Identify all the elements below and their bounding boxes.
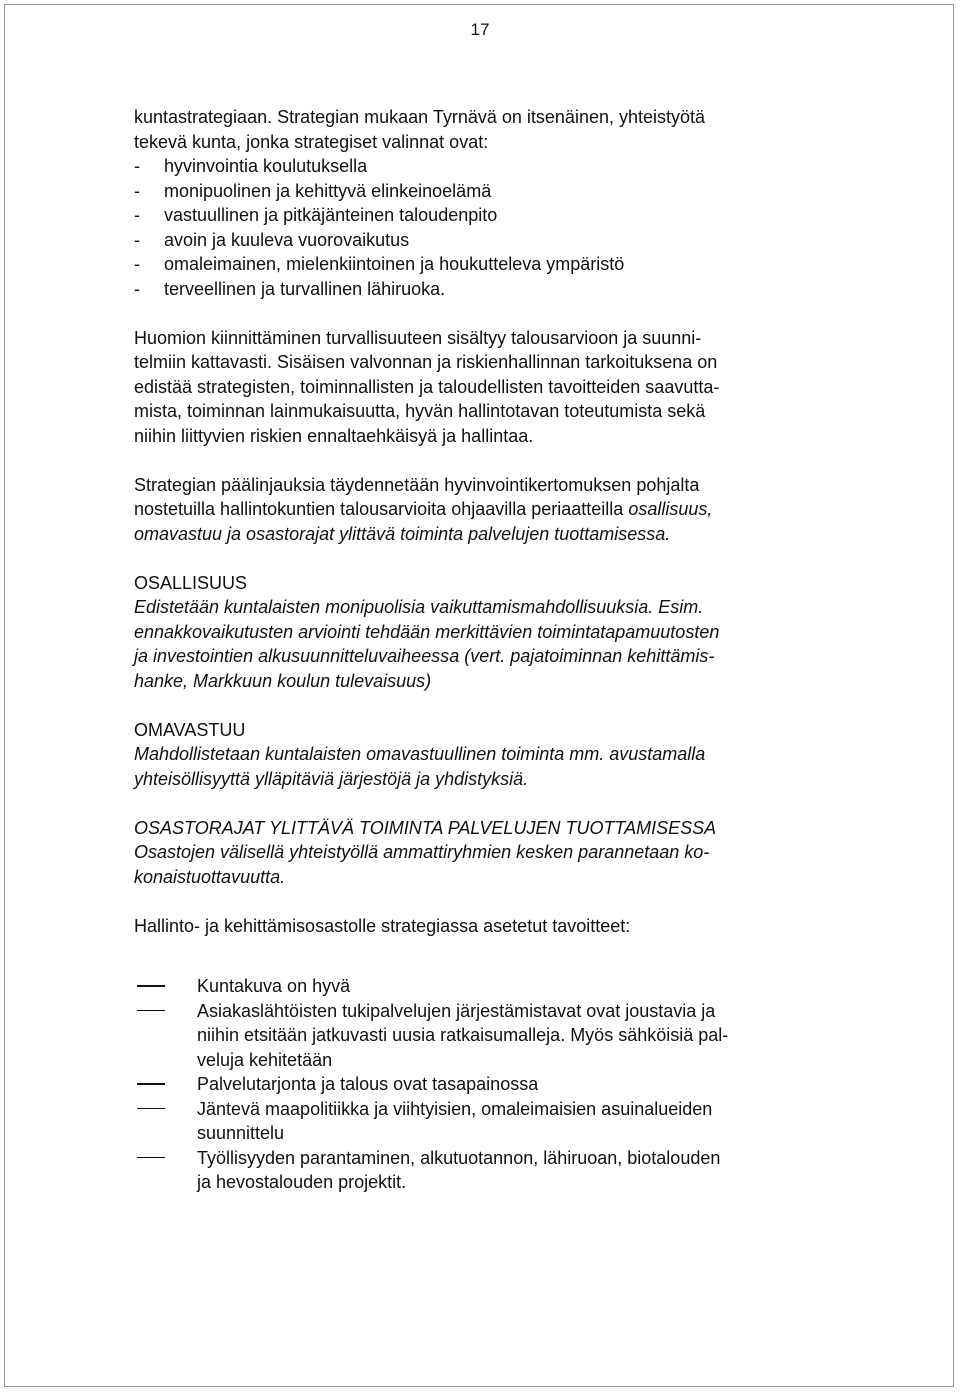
goal-line: Työllisyyden parantaminen, alkutuotannon, lähiruoan, biotalouden <box>197 1147 721 1168</box>
paragraph-line: telmiin kattavasti. Sisäisen valvonnan ja riskienhallinnan tarkoituksena on <box>134 352 718 372</box>
goals-list <box>134 974 824 1195</box>
section-heading: OSALLISUUS <box>134 572 248 593</box>
section-line: Edistetään kuntalaisten monipuolisia vaikuttamismahdollisuuksia. Esim. <box>134 597 704 617</box>
list-item: - hyvinvointia koulutuksella <box>134 154 824 179</box>
goal-item <box>134 974 824 999</box>
goal-item <box>134 1146 824 1195</box>
paragraph-line: Huomion kiinnittäminen turvallisuuteen sisältyy talousarvioon ja suunni- <box>134 327 702 348</box>
goal-line: suunnittelu <box>197 1123 285 1143</box>
section-line: yhteisöllisyyttä ylläpitäviä järjestöjä ja yhdistyksiä. <box>134 768 529 789</box>
paragraph-line: edistää strategisten, toiminnallisten ja taloudellisten tavoitteiden saavutta- <box>134 376 720 397</box>
list-item: - vastuullinen ja pitkäjänteinen taloudenpito <box>134 203 824 228</box>
paragraph-line: mista, toiminnan lainmukaisuutta, hyvän hallintotavan toteutumista sekä <box>134 401 706 421</box>
section-line: konaistuottavuutta. <box>134 866 286 887</box>
section-line: ja investointien alkusuunnitteluvaiheessa (vert. pajatoiminnan kehittämis- <box>134 646 715 666</box>
dash-bullet-icon <box>137 1083 165 1085</box>
goal-line: Kuntakuva on hyvä <box>197 976 351 996</box>
omavastuu-section <box>134 718 824 792</box>
intro-line: tekevä kunta, jonka strategiset valinnat ovat: <box>134 131 489 152</box>
section-heading: OMAVASTUU <box>134 719 246 740</box>
goals-intro: Hallinto- ja kehittämisosastolle strategiassa asetetut tavoitteet: <box>134 915 631 936</box>
goal-line: ja hevostalouden projektit. <box>197 1172 407 1192</box>
section-line: hanke, Markkuun koulun tulevaisuus) <box>134 670 432 691</box>
goal-item <box>134 1097 824 1146</box>
guidelines-paragraph <box>134 473 824 547</box>
list-item: - monipuolinen ja kehittyvä elinkeinoelämä <box>134 179 824 204</box>
paragraph-line <box>134 497 824 522</box>
intro-paragraph <box>134 105 824 154</box>
page-number: 17 <box>470 20 490 39</box>
goal-line: Asiakaslähtöisten tukipalvelujen järjestämistavat ovat joustavia ja <box>197 1000 716 1021</box>
paragraph-line: niihin liittyvien riskien ennaltaehkäisyä ja hallintaa. <box>134 425 534 446</box>
goal-line: Palvelutarjonta ja talous ovat tasapainossa <box>197 1074 539 1094</box>
section-line: ennakkovaikutusten arviointi tehdään merkittävien toimintatapamuutosten <box>134 621 720 642</box>
section-heading: OSASTORAJAT YLITTÄVÄ TOIMINTA PALVELUJEN TUOTTAMISESSA <box>134 817 717 838</box>
goal-item <box>134 999 824 1073</box>
document-body <box>134 105 824 1195</box>
security-paragraph <box>134 326 824 449</box>
osallisuus-section <box>134 571 824 694</box>
intro-line: kuntastrategiaan. Strategian mukaan Tyrnävä on itsenäinen, yhteistyötä <box>134 107 706 127</box>
goal-item <box>134 1072 824 1097</box>
list-item: - avoin ja kuuleva vuorovaikutus <box>134 228 824 253</box>
dash-bullet-icon <box>137 985 165 987</box>
strategic-choices-list <box>134 154 824 301</box>
paragraph-line: omavastuu ja osastorajat ylittävä toiminta palvelujen tuottamisessa. <box>134 523 671 544</box>
osastorajat-section <box>134 816 824 890</box>
goal-line: veluja kehitetään <box>197 1049 333 1070</box>
paragraph-line: Strategian päälinjauksia täydennetään hyvinvointikertomuksen pohjalta <box>134 474 700 495</box>
plain-text: nostetuilla hallintokuntien talousarvioita ohjaavilla periaatteilla <box>134 499 629 519</box>
list-item: - omaleimainen, mielenkiintoinen ja houkutteleva ympäristö <box>134 252 824 277</box>
list-item: - terveellinen ja turvallinen lähiruoka. <box>134 277 824 302</box>
section-line: Mahdollistetaan kuntalaisten omavastuullinen toiminta mm. avustamalla <box>134 744 706 764</box>
section-line: Osastojen välisellä yhteistyöllä ammattiryhmien kesken parannetaan ko- <box>134 842 710 862</box>
dash-bullet-icon <box>137 1108 165 1110</box>
goal-line: Jäntevä maapolitiikka ja viihtyisien, omaleimaisien asuinalueiden <box>197 1098 713 1119</box>
dash-bullet-icon <box>137 1157 165 1159</box>
goal-line: niihin etsitään jatkuvasti uusia ratkaisumalleja. Myös sähköisiä pal- <box>197 1025 729 1045</box>
italic-text: osallisuus, <box>628 499 713 519</box>
dash-bullet-icon <box>137 1010 165 1012</box>
